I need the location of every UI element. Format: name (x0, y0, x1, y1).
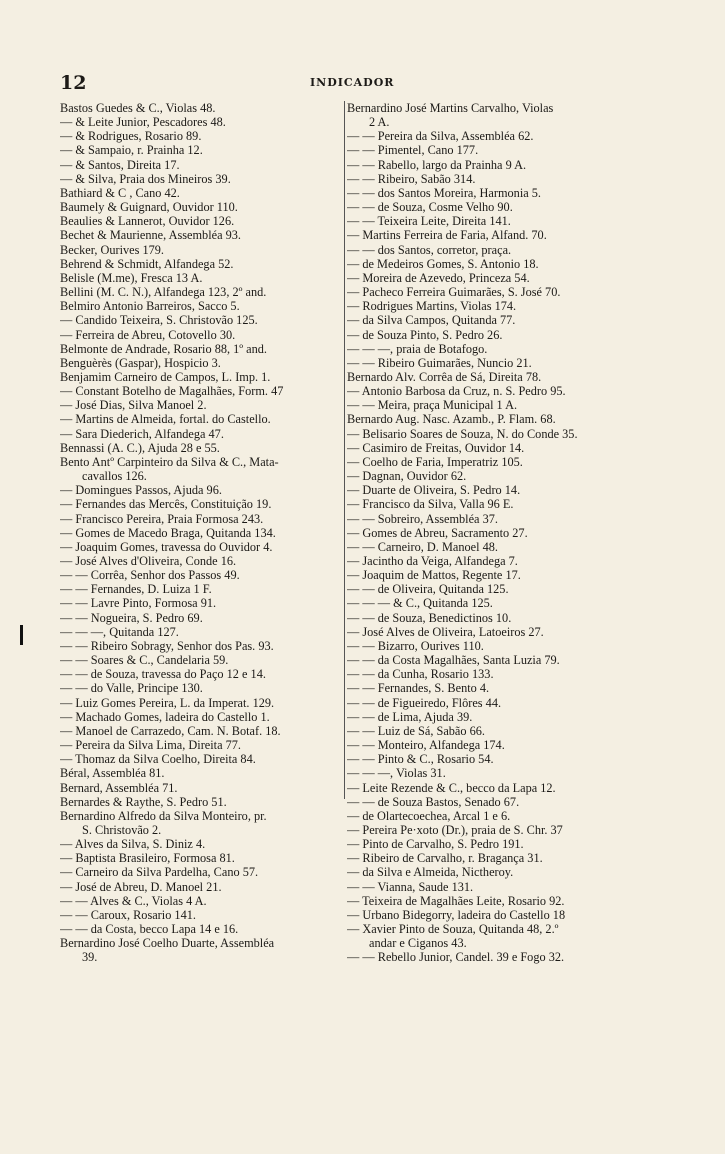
directory-entry: — — de Souza, Benedictinos 10. (347, 610, 512, 625)
directory-entry: Bento Antº Carpinteiro da Silva & C., Mata- (60, 454, 279, 469)
directory-entry: — & Silva, Praia dos Mineiros 39. (60, 171, 231, 186)
directory-entry: — Francisco da Silva, Valla 96 E. (347, 497, 514, 512)
directory-entry: Beaulies & Lannerot, Ouvidor 126. (60, 214, 235, 229)
directory-entry: — Fernandes das Mercês, Constituição 19. (60, 497, 272, 512)
directory-entry: — — da Costa, becco Lapa 14 e 16. (60, 922, 239, 937)
directory-entry: — — Lavre Pinto, Formosa 91. (60, 596, 217, 611)
directory-entry: — Jacintho da Veiga, Alfandega 7. (347, 554, 518, 568)
directory-entry: — Manoel de Carrazedo, Cam. N. Botaf. 18. (60, 723, 281, 738)
directory-entry: — — —, Violas 31. (347, 766, 446, 781)
directory-entry: — — Vianna, Saude 131. (347, 879, 474, 894)
directory-entry: — — Nogueira, S. Pedro 69. (60, 610, 203, 625)
directory-entry: 39. (82, 950, 98, 965)
directory-entry: — Gomes de Macedo Braga, Quitanda 134. (60, 525, 276, 540)
directory-entry: — Pereira da Silva Lima, Direita 77. (60, 738, 241, 753)
directory-entry: — — Fernandes, D. Luiza 1 F. (60, 582, 212, 597)
directory-entry: — — Pinto & C., Rosario 54. (347, 752, 494, 767)
right-column (347, 101, 662, 965)
directory-entry: — — Luiz de Sá, Sabão 66. (347, 723, 485, 738)
directory-entry: — Antonio Barbosa da Cruz, n. S. Pedro 95. (347, 384, 566, 399)
directory-entry: Benjamim Carneiro de Campos, L. Imp. 1. (60, 369, 271, 384)
directory-entry: Bernardino José Coelho Duarte, Assembléa (60, 936, 275, 951)
directory-entry: — — Teixeira Leite, Direita 141. (347, 214, 511, 229)
directory-entry: — Xavier Pinto de Souza, Quitanda 48, 2.º (347, 922, 559, 937)
directory-entry: — — —, praia de Botafogo. (347, 341, 488, 356)
directory-entry: — — de Souza Bastos, Senado 67. (347, 794, 520, 809)
directory-entry: Belmiro Antonio Barreiros, Sacco 5. (60, 299, 240, 314)
directory-entry: — José Alves de Oliveira, Latoeiros 27. (347, 624, 544, 639)
directory-entry: — — Rebello Junior, Candel. 39 e Fogo 32. (347, 950, 565, 965)
directory-entry: — — Ribeiro, Sabão 314. (347, 171, 476, 186)
running-title: INDICADOR (310, 76, 395, 89)
directory-entry: — da Silva e Almeida, Nictheroy. (347, 865, 514, 880)
directory-entry: — Ribeiro de Carvalho, r. Bragança 31. (347, 851, 543, 866)
directory-entry: Baumely & Guignard, Ouvidor 110. (60, 200, 238, 215)
directory-entry: Béral, Assembléa 81. (60, 766, 165, 781)
directory-entry: — Ferreira de Abreu, Cotovello 30. (60, 327, 236, 342)
directory-entry: — — Alves & C., Violas 4 A. (60, 893, 207, 908)
directory-entry: Bennassi (A. C.), Ajuda 28 e 55. (60, 440, 220, 455)
directory-entry: — José de Abreu, D. Manoel 21. (60, 879, 222, 894)
directory-entry: — José Alves d'Oliveira, Conde 16. (60, 554, 237, 568)
directory-entry: 2 A. (369, 115, 390, 130)
directory-entry: — Gomes de Abreu, Sacramento 27. (347, 525, 528, 540)
directory-entry: — & Santos, Direita 17. (60, 157, 180, 172)
directory-entry: — Joaquim Gomes, travessa do Ouvidor 4. (60, 539, 273, 554)
directory-entry: — Carneiro da Silva Pardelha, Cano 57. (60, 865, 259, 880)
left-column (60, 101, 344, 965)
directory-entry: — — da Cunha, Rosario 133. (347, 667, 494, 682)
directory-entry: Bellini (M. C. N.), Alfandega 123, 2º and. (60, 285, 267, 300)
directory-entry: — Constant Botelho de Magalhães, Form. 47 (60, 384, 284, 399)
directory-entry: — Thomaz da Silva Coelho, Direita 84. (60, 752, 256, 767)
directory-entry: Bernardo Alv. Corrêa de Sá, Direita 78. (347, 369, 542, 384)
directory-entry: Bernard, Assembléa 71. (60, 780, 178, 795)
directory-entry: — — Monteiro, Alfandega 174. (347, 738, 505, 753)
directory-entry: — — do Valle, Principe 130. (60, 681, 203, 696)
directory-entry: — & Sampaio, r. Prainha 12. (60, 143, 203, 158)
directory-entry: — — — & C., Quitanda 125. (347, 596, 493, 611)
directory-entry: — Baptista Brasileiro, Formosa 81. (60, 851, 235, 866)
directory-entry: — — da Costa Magalhães, Santa Luzia 79. (347, 653, 560, 668)
directory-entry: — — de Souza, travessa do Paço 12 e 14. (60, 667, 266, 682)
directory-entry: — — Bizarro, Ourives 110. (347, 638, 484, 653)
directory-entry: — — dos Santos Moreira, Harmonia 5. (347, 185, 541, 200)
directory-entry: — Casimiro de Freitas, Ouvidor 14. (347, 440, 525, 455)
directory-entry: Bernardo Aug. Nasc. Azamb., P. Flam. 68. (347, 412, 556, 427)
directory-entry: — Leite Rezende & C., becco da Lapa 12. (347, 780, 556, 795)
directory-entry: Belisle (M.me), Fresca 13 A. (60, 270, 203, 285)
directory-entry: Behrend & Schmidt, Alfandega 52. (60, 256, 234, 271)
directory-entry: — — Meira, praça Municipal 1 A. (347, 398, 518, 413)
directory-entry: Benguèrès (Gaspar), Hospicio 3. (60, 355, 221, 370)
directory-entry: — Belisario Soares de Souza, N. do Conde 35. (347, 426, 578, 441)
directory-entry: — de Souza Pinto, S. Pedro 26. (347, 327, 503, 342)
directory-entry: — — Ribeiro Sobragy, Senhor dos Pas. 93. (60, 638, 274, 653)
directory-entry: — & Rodrigues, Rosario 89. (60, 129, 202, 144)
directory-entry: — — dos Santos, corretor, praça. (347, 242, 512, 257)
directory-entry: — Coelho de Faria, Imperatriz 105. (347, 454, 523, 469)
directory-entry: — — Pereira da Silva, Assembléa 62. (347, 129, 534, 144)
directory-entry: — Moreira de Azevedo, Princeza 54. (347, 270, 530, 285)
directory-entry: Bernardino José Martins Carvalho, Violas (347, 101, 554, 115)
directory-entry: — — Fernandes, S. Bento 4. (347, 681, 490, 696)
directory-entry: — Pinto de Carvalho, S. Pedro 191. (347, 837, 524, 852)
directory-entry: Bernardino Alfredo da Silva Monteiro, pr. (60, 808, 267, 823)
page-header (60, 72, 660, 94)
page-number: 12 (60, 72, 87, 94)
directory-entry: Belmonte de Andrade, Rosario 88, 1º and. (60, 341, 268, 356)
directory-entry: — — Rabello, largo da Prainha 9 A. (347, 157, 527, 172)
directory-entry: — — —, Quitanda 127. (60, 624, 179, 639)
margin-mark (20, 625, 23, 645)
directory-entry: — da Silva Campos, Quitanda 77. (347, 313, 516, 328)
directory-entry: Bathiard & C , Cano 42. (60, 185, 180, 200)
directory-entry: — Urbano Bidegorry, ladeira do Castello 18 (347, 907, 566, 922)
directory-entry: — — de Souza, Cosme Velho 90. (347, 200, 513, 215)
directory-entry: — Martins de Almeida, fortal. do Castello. (60, 412, 271, 427)
directory-entry: — — Ribeiro Guimarães, Nuncio 21. (347, 355, 532, 370)
directory-entry: Bechet & Maurienne, Assembléa 93. (60, 228, 241, 243)
directory-entry: Becker, Ourives 179. (60, 242, 165, 257)
directory-entry: — de Olartecoechea, Arcal 1 e 6. (347, 808, 511, 823)
directory-entry: — de Medeiros Gomes, S. Antonio 18. (347, 256, 539, 271)
directory-entry: — Pereira Pe·xoto (Dr.), praia de S. Chr. 37 (347, 822, 563, 837)
directory-entry: — Pacheco Ferreira Guimarães, S. José 70. (347, 285, 561, 300)
directory-entry: — Luiz Gomes Pereira, L. da Imperat. 129. (60, 695, 275, 710)
directory-entry: — Teixeira de Magalhães Leite, Rosario 92. (347, 893, 565, 908)
directory-entry: — — de Oliveira, Quitanda 125. (347, 582, 509, 597)
directory-entry: — Candido Teixeira, S. Christovão 125. (60, 313, 258, 328)
directory-entry: — Martins Ferreira de Faria, Alfand. 70. (347, 228, 547, 243)
directory-entry: — Machado Gomes, ladeira do Castello 1. (60, 709, 270, 724)
directory-entry: cavallos 126. (82, 469, 147, 484)
directory-entry: Bernardes & Raythe, S. Pedro 51. (60, 794, 227, 809)
directory-entry: — Sara Diederich, Alfandega 47. (60, 426, 224, 441)
directory-entry: andar e Ciganos 43. (369, 936, 467, 951)
directory-entry: — — Pimentel, Cano 177. (347, 143, 479, 158)
directory-entry: — Rodrigues Martins, Violas 174. (347, 299, 517, 314)
directory-entry: — — de Lima, Ajuda 39. (347, 709, 473, 724)
directory-entry: — Domingues Passos, Ajuda 96. (60, 483, 222, 498)
column-divider (344, 101, 345, 799)
directory-entry: — Francisco Pereira, Praia Formosa 243. (60, 511, 264, 526)
directory-entry: — — Soares & C., Candelaria 59. (60, 653, 229, 668)
directory-entry: — — Caroux, Rosario 141. (60, 907, 196, 922)
directory-entry: Bastos Guedes & C., Violas 48. (60, 101, 216, 115)
directory-entry: S. Christovão 2. (82, 822, 162, 837)
directory-entry: — & Leite Junior, Pescadores 48. (60, 115, 226, 130)
directory-entry: — — Corrêa, Senhor dos Passos 49. (60, 568, 240, 583)
directory-entry: — Alves da Silva, S. Diniz 4. (60, 837, 206, 852)
directory-entry: — — Carneiro, D. Manoel 48. (347, 539, 498, 554)
directory-entry: — Joaquim de Mattos, Regente 17. (347, 568, 521, 583)
directory-entry: — Duarte de Oliveira, S. Pedro 14. (347, 483, 521, 498)
directory-entry: — José Dias, Silva Manoel 2. (60, 398, 207, 413)
directory-entry: — — de Figueiredo, Flôres 44. (347, 695, 502, 710)
directory-entry: — — Sobreiro, Assembléa 37. (347, 511, 498, 526)
directory-entry: — Dagnan, Ouvidor 62. (347, 469, 467, 484)
